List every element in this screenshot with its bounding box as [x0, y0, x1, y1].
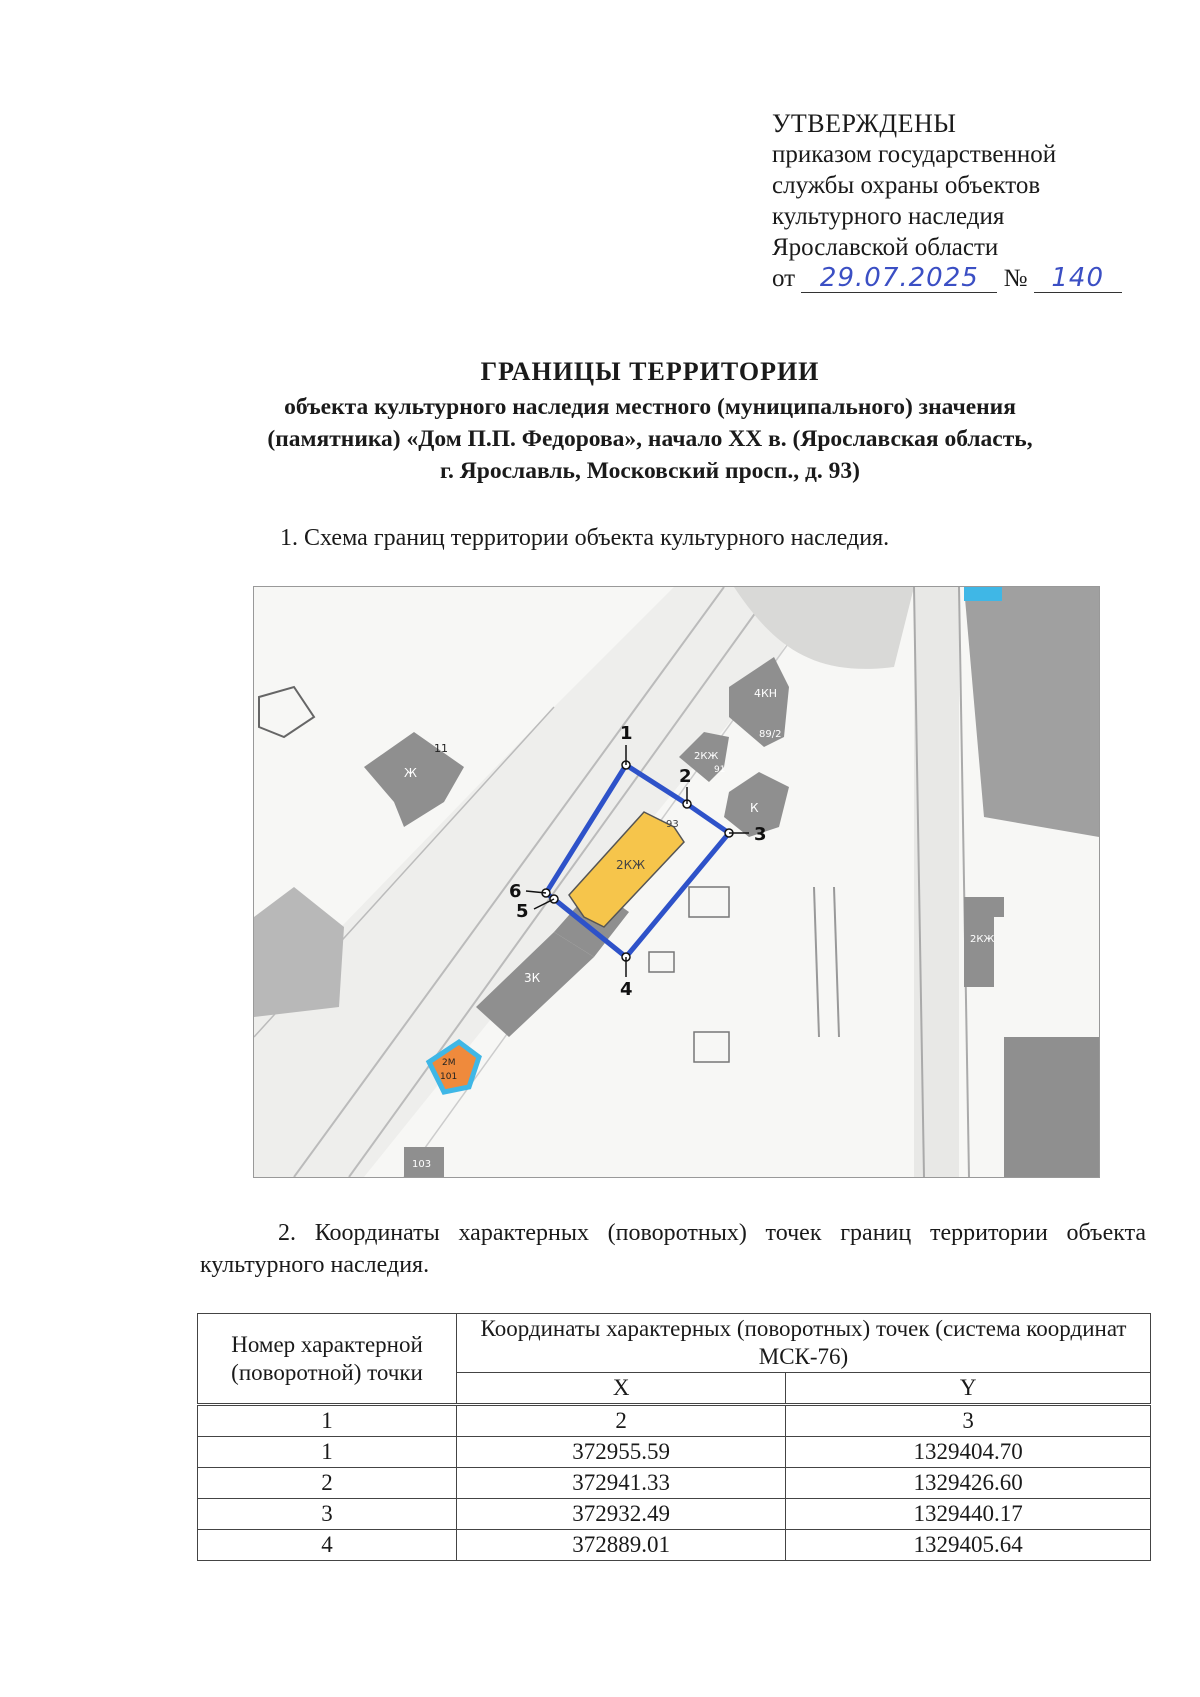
handwritten-date: 29.07.2025 — [819, 263, 979, 293]
table-cell: 1 — [198, 1437, 457, 1468]
title-subtitle-line: (памятника) «Дом П.П. Федорова», начало XX в. (Ярославская область, — [267, 426, 1033, 452]
boundary-map — [253, 586, 1100, 1178]
header-x: X — [457, 1373, 786, 1405]
header-y: Y — [786, 1373, 1151, 1405]
table-row — [198, 1468, 1151, 1499]
table-cell: 4 — [198, 1530, 457, 1561]
building-block — [964, 587, 1099, 837]
point-label: 3 — [754, 824, 767, 845]
title-main: ГРАНИЦЫ ТЕРРИТОРИИ — [480, 357, 820, 386]
table-cell: 1329440.17 — [786, 1499, 1151, 1530]
table-row — [198, 1499, 1151, 1530]
table-cell: 1329426.60 — [786, 1468, 1151, 1499]
table-row — [198, 1437, 1151, 1468]
date-prefix: от — [772, 265, 796, 292]
point-label: 2 — [679, 766, 692, 787]
building-label: 2КЖ — [616, 858, 646, 872]
coordinates-table — [197, 1313, 1151, 1561]
building-label: К — [750, 801, 759, 815]
object-marker — [964, 587, 1002, 601]
title-subtitle-line: объекта культурного наследия местного (муниципального) значения — [284, 394, 1016, 420]
table-cell: 1 — [198, 1405, 457, 1437]
table-cell: 3 — [786, 1405, 1151, 1437]
table-cell: 372932.49 — [457, 1499, 786, 1530]
approval-heading: УТВЕРЖДЕНЫ — [772, 109, 957, 138]
table-index-row — [198, 1405, 1151, 1437]
table-cell: 372955.59 — [457, 1437, 786, 1468]
building-label: 91 — [714, 765, 726, 775]
header-point-number: Номер характерной (поворотной) точки — [198, 1314, 457, 1405]
section-1-heading: 1. Схема границ территории объекта культурного наследия. — [280, 525, 890, 551]
point-label: 5 — [516, 901, 529, 922]
building-label: 93 — [666, 819, 679, 830]
table-cell: 1329404.70 — [786, 1437, 1151, 1468]
header-coordinates: Координаты характерных (поворотных) точек (система координат МСК-76) — [457, 1314, 1151, 1373]
building-block — [1004, 1037, 1099, 1177]
building-label: 101 — [440, 1072, 458, 1082]
title-subtitle-line: г. Ярославль, Московский просп., д. 93) — [440, 458, 860, 484]
table-cell: 3 — [198, 1499, 457, 1530]
date-field — [801, 265, 997, 293]
approval-line: культурного наследия — [772, 203, 1005, 230]
approval-line: Ярославской области — [772, 234, 999, 261]
table-row — [198, 1530, 1151, 1561]
table-cell: 2 — [198, 1468, 457, 1499]
approval-line: приказом государственной — [772, 141, 1057, 168]
building-label: 4КН — [754, 687, 778, 700]
approval-block — [772, 108, 1122, 294]
document-title — [200, 357, 1100, 487]
building-label: 2М — [442, 1058, 456, 1068]
building-label: 2КЖ — [970, 934, 995, 945]
section-2-heading: 2. Координаты характерных (поворотных) точек границ территории объекта культурного наследия. — [200, 1220, 1146, 1278]
table-cell: 372941.33 — [457, 1468, 786, 1499]
point-label: 1 — [620, 723, 633, 744]
avenue — [914, 587, 959, 1177]
point-label: 4 — [620, 979, 633, 1000]
table-cell: 1329405.64 — [786, 1530, 1151, 1561]
number-field — [1034, 265, 1122, 293]
building-label: Ж — [404, 766, 417, 780]
building-label: 89/2 — [759, 729, 782, 740]
building-label: 3К — [524, 971, 541, 985]
building-label: 103 — [412, 1159, 432, 1170]
number-prefix: № — [1003, 265, 1028, 292]
handwritten-number: 140 — [1051, 263, 1105, 293]
table-cell: 2 — [457, 1405, 786, 1437]
building-label: 11 — [434, 742, 448, 755]
approval-date-line — [772, 263, 1122, 294]
building-label: 2КЖ — [694, 751, 719, 762]
point-label: 6 — [509, 881, 522, 902]
table-cell: 372889.01 — [457, 1530, 786, 1561]
approval-line: службы охраны объектов — [772, 172, 1041, 199]
